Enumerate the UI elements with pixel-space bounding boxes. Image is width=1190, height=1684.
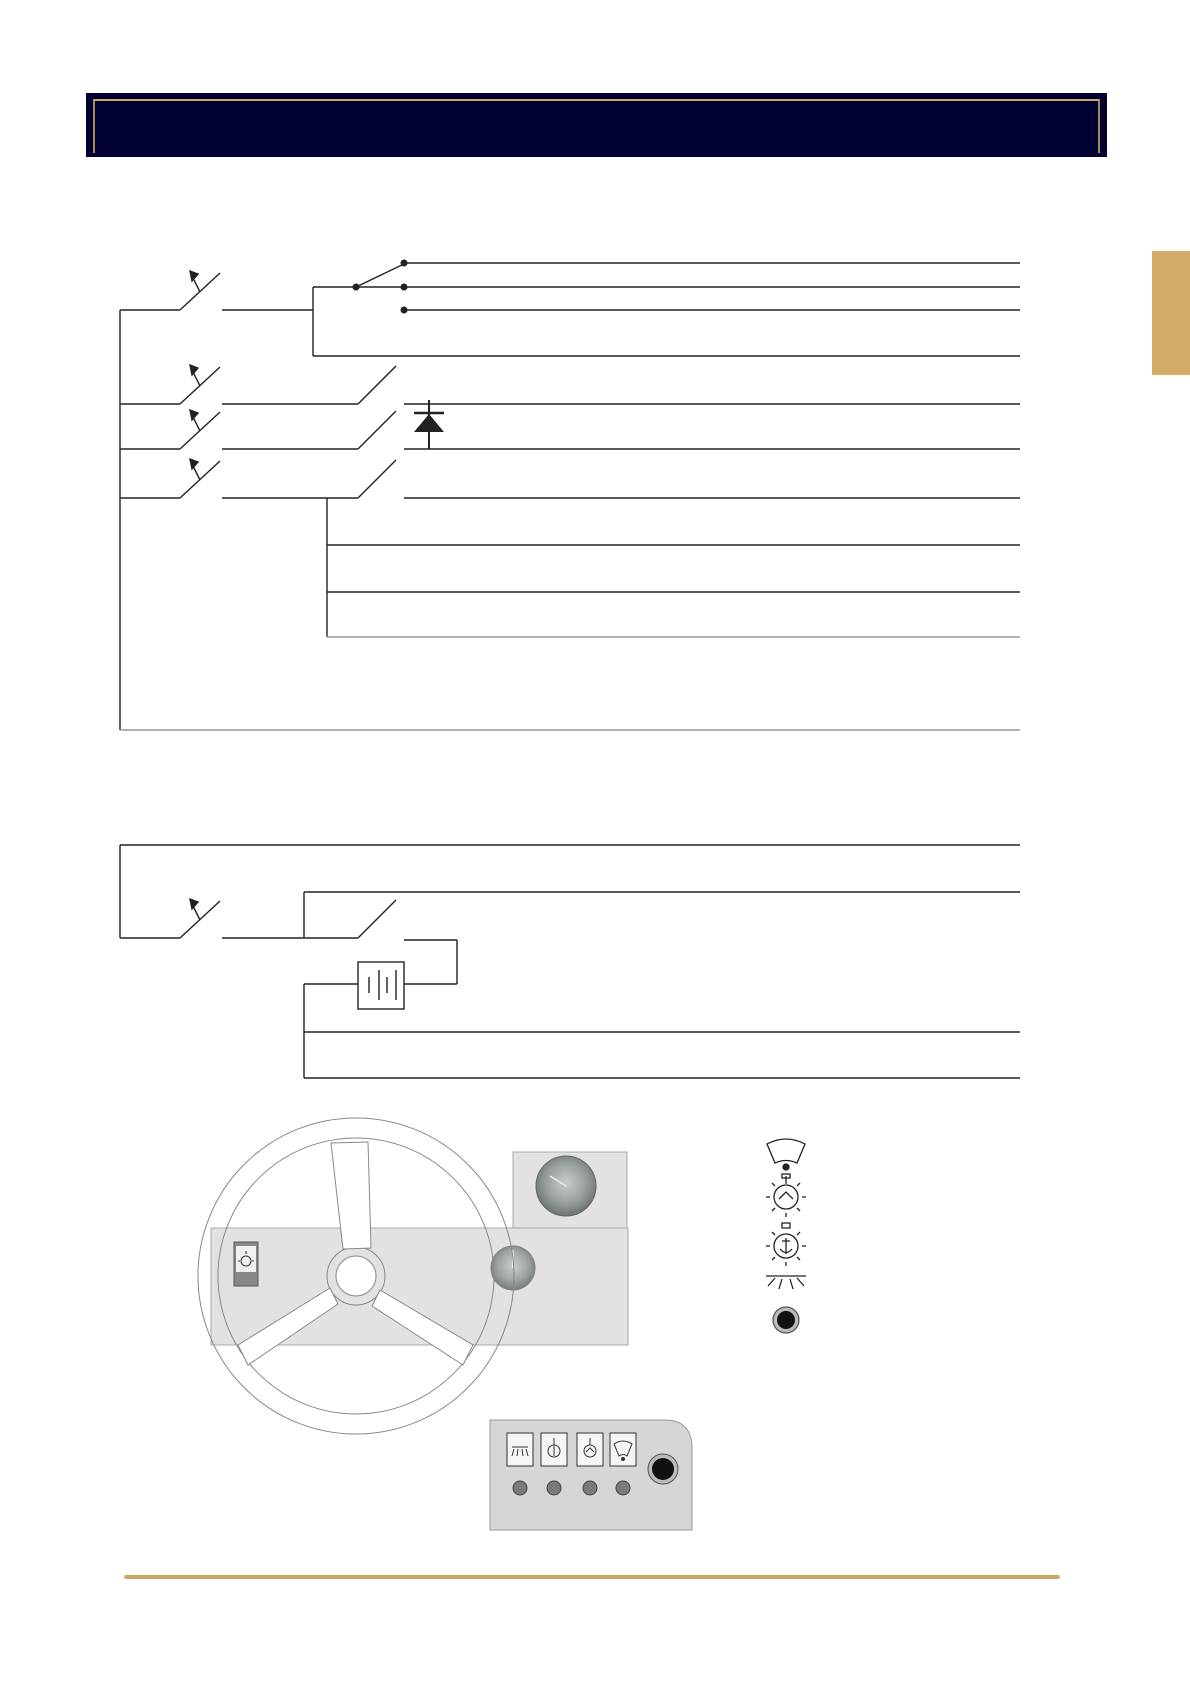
upper-circuit: [120, 263, 1020, 730]
helm-console: [198, 1118, 628, 1434]
battery-icon: [358, 962, 404, 1009]
dash-switch[interactable]: [234, 1242, 258, 1286]
running-light-icon: [766, 1276, 806, 1289]
horn-button-icon: [773, 1307, 799, 1333]
switch-icon: [180, 271, 220, 310]
lower-circuit: [120, 845, 1020, 1078]
diode-icon: [414, 400, 444, 449]
switch-panel: [490, 1420, 692, 1530]
gauge-icon: [536, 1156, 596, 1216]
relay-contact: [358, 366, 396, 498]
legend: [766, 1139, 806, 1333]
relay-contact: [358, 900, 396, 938]
wiper-icon: [767, 1139, 805, 1170]
anchor-light-icon[interactable]: [541, 1433, 567, 1466]
deck-light-icon: [766, 1174, 806, 1217]
switch-icon: [180, 410, 220, 449]
switch-icon: [180, 459, 220, 498]
wiper-icon[interactable]: [610, 1433, 636, 1466]
gauge-icon: [491, 1246, 535, 1290]
running-light-icon[interactable]: [507, 1433, 533, 1466]
switch-icon: [180, 899, 220, 938]
switch-icon: [180, 365, 220, 404]
deck-light-icon[interactable]: [577, 1433, 603, 1466]
horn-button-icon[interactable]: [648, 1454, 678, 1484]
anchor-light-icon: [766, 1223, 806, 1266]
